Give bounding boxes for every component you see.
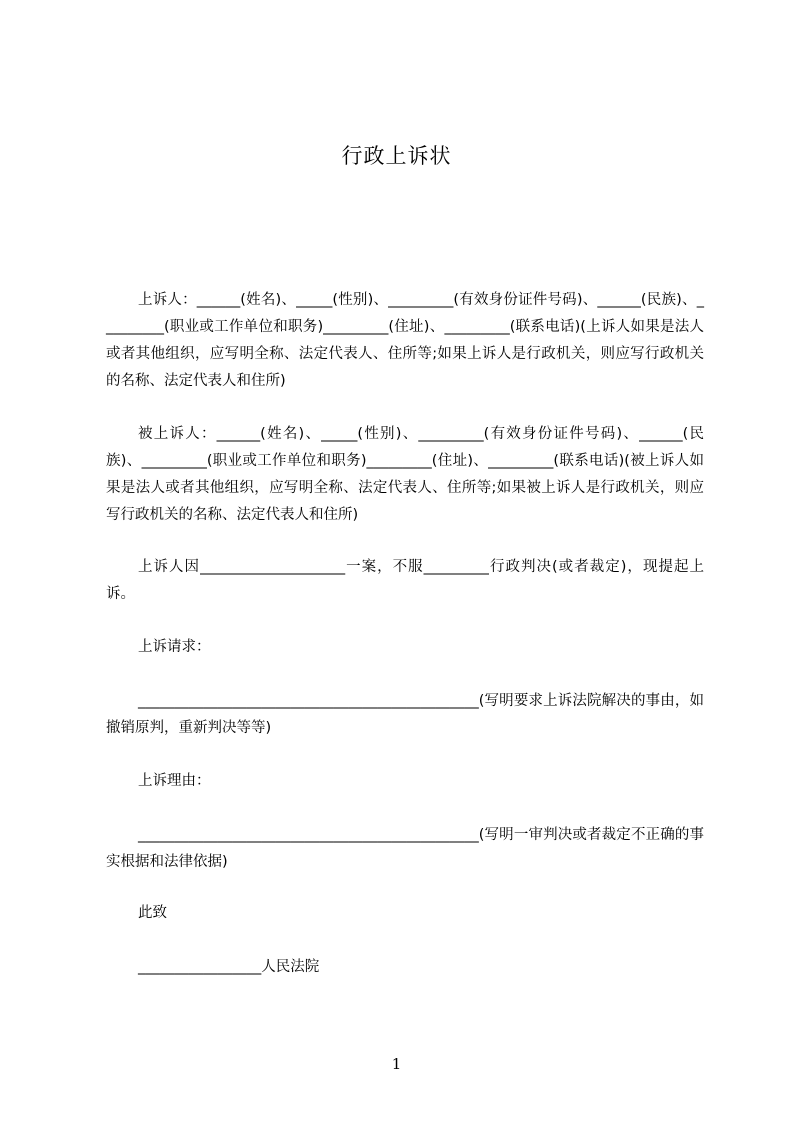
reasons-paragraph: _______________________________________________(写明一审判决或者裁定不正确的事实根据和法律依据) bbox=[106, 827, 704, 870]
appellee-info-paragraph: 被上诉人：______(姓名)、_____(性别)、_________(有效身份证件号码)、______(民族)、_________(职业或工作单位和职务)_________(住址)、_________(联系电话)(被上诉人如果是法人或者其他组织，应写明全称、法定代表人、住所等;如果被上诉人是行政机关，则应写行政机关的名称、法定代表人和住所) bbox=[106, 426, 704, 523]
document-title: 行政上诉状 bbox=[341, 144, 452, 168]
salutation: 此致 bbox=[138, 905, 167, 921]
case-statement-paragraph: 上诉人因____________________一案，不服_________行政判决(或者裁定)，现提起上诉。 bbox=[106, 559, 704, 602]
claims-paragraph: _______________________________________________(写明要求上诉法院解决的事由，如撤销原判，重新判决等等) bbox=[106, 693, 704, 736]
court-line: _________________人民法院 bbox=[138, 959, 320, 975]
appellant-info-paragraph: 上诉人：______(姓名)、_____(性别)、_________(有效身份证件号码)、______(民族)、_________(职业或工作单位和职务)_________(住址)、_________(联系电话)(上诉人如果是法人或者其他组织，应写明全称、法定代表人、住所等;如果上诉人是行政机关，则应写行政机关的名称、法定代表人和住所) bbox=[106, 292, 704, 389]
page-number: 1 bbox=[391, 1055, 402, 1073]
reasons-heading: 上诉理由： bbox=[138, 773, 211, 789]
claims-heading: 上诉请求： bbox=[138, 639, 211, 655]
